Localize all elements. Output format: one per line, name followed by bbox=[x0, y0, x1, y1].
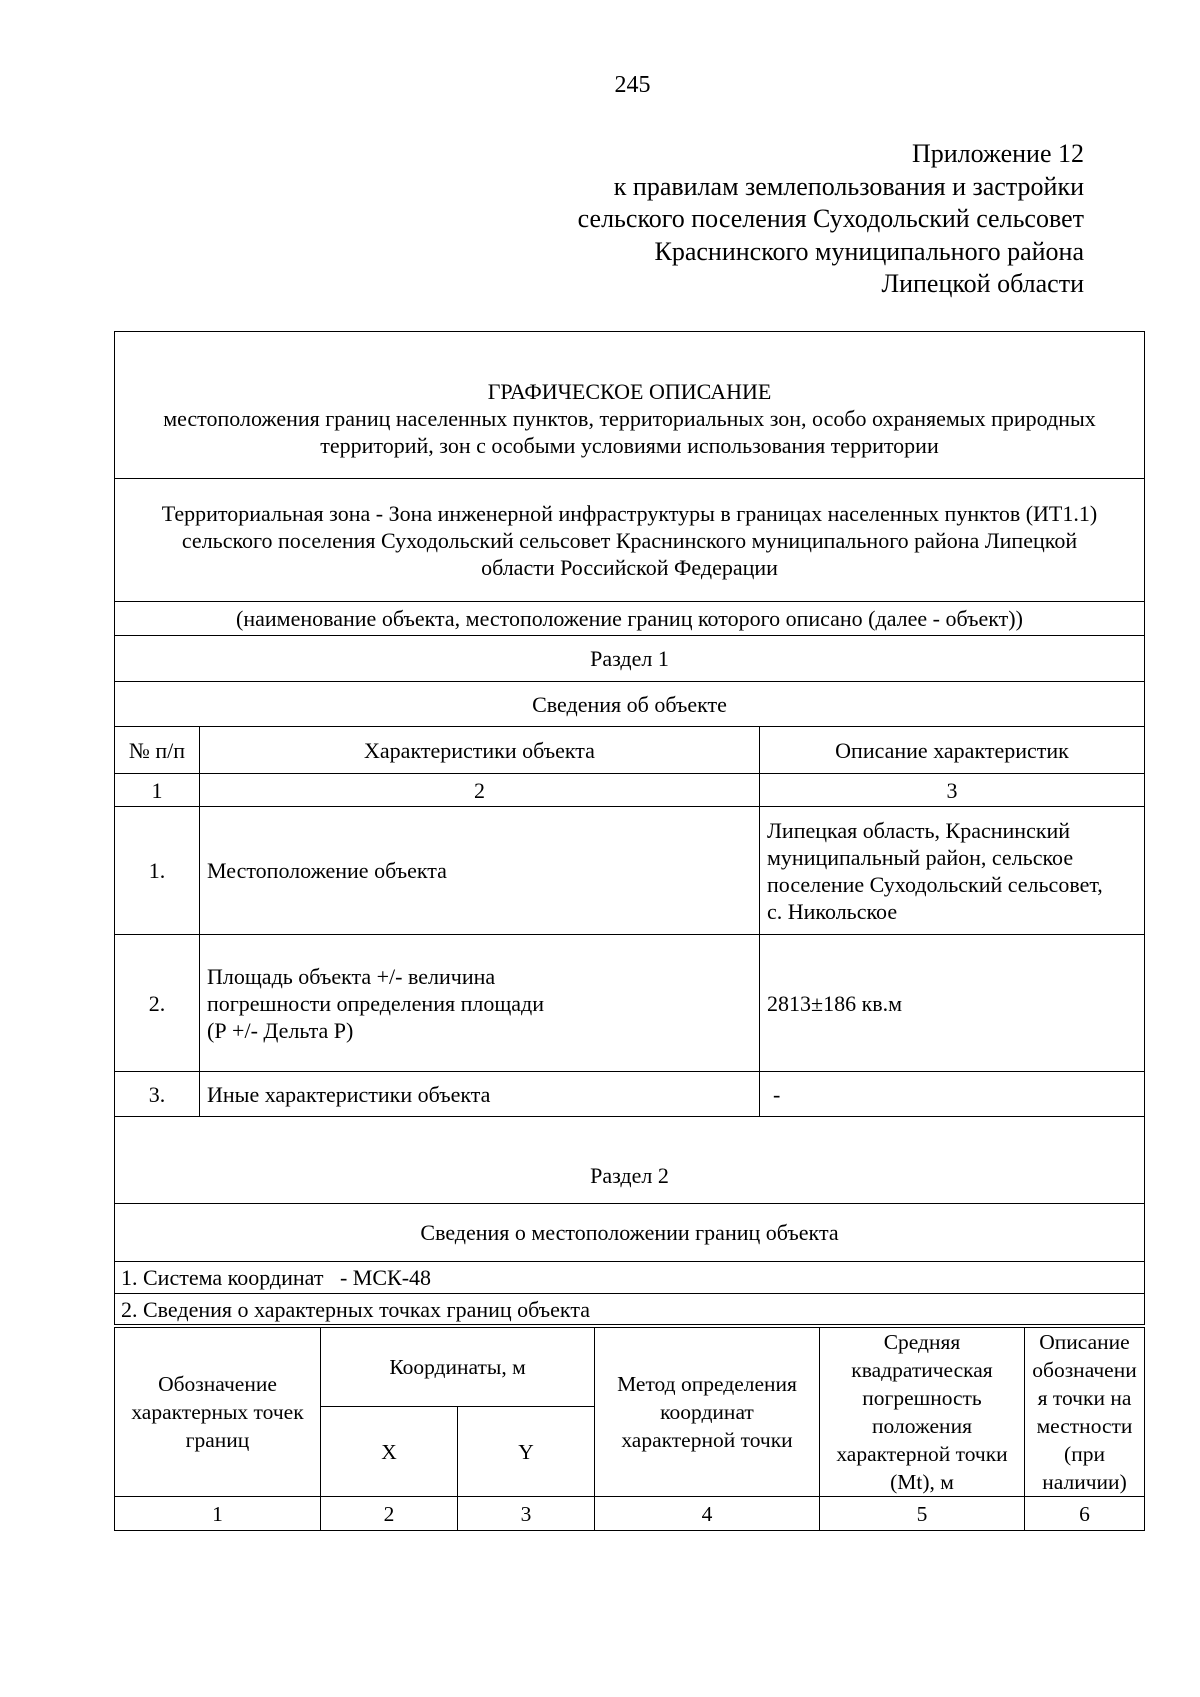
header-line: характерной точки bbox=[621, 1428, 793, 1452]
document-subtitle: местоположения границ населенных пунктов, территориальных зон, особо охраняемых природных bbox=[163, 405, 1096, 431]
page-number: 245 bbox=[614, 72, 651, 98]
characteristic-line: погрешности определения площади bbox=[207, 990, 545, 1016]
header-line: местности bbox=[1036, 1414, 1133, 1438]
description-line: поселение Суходольский сельсовет, bbox=[767, 871, 1103, 897]
coordinate-system: 1. Система координат - МСК-48 bbox=[115, 1262, 1145, 1294]
header-line: Средняя bbox=[883, 1330, 961, 1354]
row-characteristic bbox=[200, 807, 760, 935]
object-name-line: области Российской Федерации bbox=[481, 554, 778, 580]
document-subtitle: территорий, зон с особыми условиями использования территории bbox=[320, 432, 939, 458]
description-line: Липецкая область, Краснинский bbox=[767, 817, 1071, 843]
object-name-cell bbox=[115, 479, 1145, 602]
column-header-point-description bbox=[1025, 1328, 1145, 1497]
description-line: муниципальный район, сельское bbox=[767, 844, 1074, 870]
object-name-line: Территориальная зона - Зона инженерной инфраструктуры в границах населенных пунктов (ИТ1.1) bbox=[161, 500, 1098, 526]
section2-subtitle: Сведения о местоположении границ объекта bbox=[115, 1204, 1145, 1262]
object-name-line: сельского поселения Суходольский сельсовет Краснинского муниципального района Липецкой bbox=[181, 527, 1078, 553]
column-number: 6 bbox=[1025, 1497, 1145, 1531]
header-line: границ bbox=[185, 1428, 250, 1452]
header-line: обозначени bbox=[1032, 1358, 1137, 1382]
section1-title: Раздел 1 bbox=[115, 636, 1145, 682]
row-description bbox=[760, 935, 1145, 1072]
header-line: характерных точек bbox=[131, 1400, 304, 1424]
column-header-characteristic: Характеристики объекта bbox=[200, 727, 760, 774]
row-characteristic bbox=[200, 935, 760, 1072]
description-line: - bbox=[773, 1081, 781, 1107]
header-line: Обозначение bbox=[158, 1372, 277, 1396]
object-caption: (наименование объекта, местоположение границ которого описано (далее - объект)) bbox=[115, 602, 1145, 636]
characteristic-line: Иные характеристики объекта bbox=[207, 1081, 491, 1107]
row-number: 3. bbox=[115, 1072, 200, 1117]
appendix-line: к правилам землепользования и застройки bbox=[613, 171, 1084, 201]
header-line: (Mt), м bbox=[890, 1470, 954, 1494]
column-number: 3 bbox=[458, 1497, 595, 1531]
column-header-y: Y bbox=[458, 1407, 595, 1497]
points-table bbox=[114, 1327, 1145, 1531]
appendix-line: Приложение 12 bbox=[911, 139, 1084, 168]
section2-title bbox=[115, 1117, 1145, 1204]
description-line: с. Никольское bbox=[767, 898, 898, 924]
column-number: 5 bbox=[820, 1497, 1025, 1531]
characteristic-line: Площадь объекта +/- величина bbox=[207, 963, 496, 989]
appendix-line: Краснинского муниципального района bbox=[654, 236, 1084, 266]
row-number: 1. bbox=[115, 807, 200, 935]
column-header-x: X bbox=[321, 1407, 458, 1497]
section1-table bbox=[114, 331, 1145, 1325]
header-line: положения bbox=[872, 1414, 972, 1438]
document-title-cell bbox=[115, 332, 1145, 479]
document-title: ГРАФИЧЕСКОЕ ОПИСАНИЕ bbox=[487, 378, 772, 404]
points-info: 2. Сведения о характерных точках границ объекта bbox=[115, 1294, 1145, 1325]
header-line: координат bbox=[660, 1400, 754, 1424]
appendix-header bbox=[578, 138, 1084, 301]
column-number: 3 bbox=[760, 774, 1145, 807]
header-line: Описание bbox=[1039, 1330, 1130, 1354]
header-line: (при bbox=[1064, 1442, 1105, 1466]
description-line: 2813±186 кв.м bbox=[767, 990, 903, 1016]
appendix-line: сельского поселения Суходольский сельсовет bbox=[577, 204, 1084, 233]
header-line: Метод определения bbox=[617, 1372, 797, 1396]
row-characteristic bbox=[200, 1072, 760, 1117]
table-row bbox=[115, 807, 1145, 935]
row-number: 2. bbox=[115, 935, 200, 1072]
column-number: 1 bbox=[115, 774, 200, 807]
column-number: 1 bbox=[115, 1497, 321, 1531]
appendix-line: Липецкой области bbox=[881, 269, 1084, 298]
section1-subtitle: Сведения об объекте bbox=[115, 682, 1145, 727]
characteristic-line: (Р +/- Дельта Р) bbox=[207, 1017, 354, 1043]
header-line: характерной точки bbox=[836, 1442, 1008, 1466]
column-header-coordinates: Координаты, м bbox=[321, 1328, 595, 1407]
column-header-designation bbox=[115, 1328, 321, 1497]
table-row bbox=[115, 1072, 1145, 1117]
column-header-error bbox=[820, 1328, 1025, 1497]
table-row bbox=[115, 935, 1145, 1072]
column-header-number: № п/п bbox=[115, 727, 200, 774]
column-header-description: Описание характеристик bbox=[760, 727, 1145, 774]
section2-title-text: Раздел 2 bbox=[590, 1162, 669, 1188]
header-line: погрешность bbox=[862, 1386, 982, 1410]
column-number: 4 bbox=[595, 1497, 820, 1531]
header-line: наличии) bbox=[1042, 1470, 1127, 1494]
column-number: 2 bbox=[200, 774, 760, 807]
column-header-method bbox=[595, 1328, 820, 1497]
row-description bbox=[760, 807, 1145, 935]
row-description bbox=[760, 1072, 1145, 1117]
header-line: я точки на bbox=[1037, 1386, 1132, 1410]
header-line: квадратическая bbox=[851, 1358, 993, 1382]
column-number: 2 bbox=[321, 1497, 458, 1531]
characteristic-line: Местоположение объекта bbox=[207, 858, 447, 883]
